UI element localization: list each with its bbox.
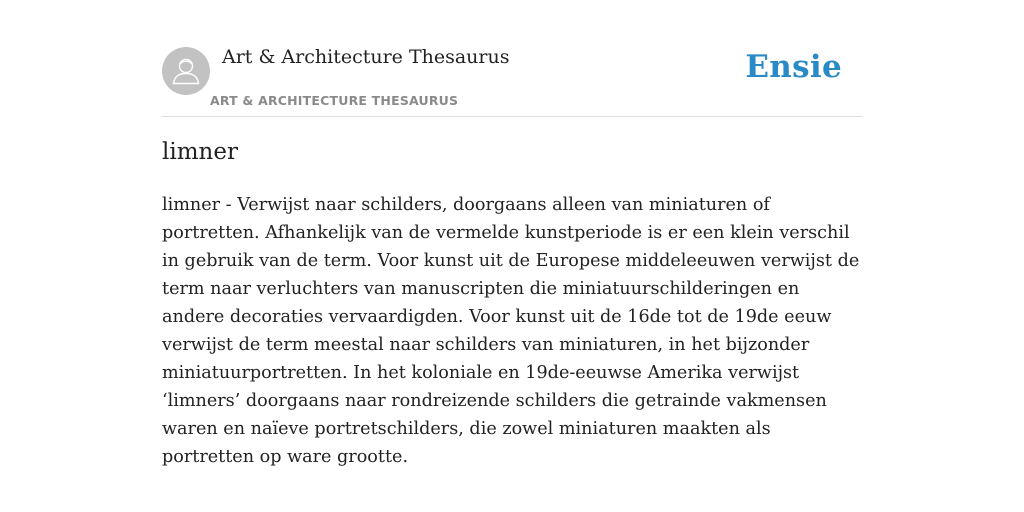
source-title[interactable]: Art & Architecture Thesaurus xyxy=(222,46,510,68)
source-subtitle[interactable]: ART & ARCHITECTURE THESAURUS xyxy=(210,93,459,108)
term-title: limner xyxy=(162,139,238,165)
source-header xyxy=(162,44,862,117)
term-definition: limner - Verwijst naar schilders, doorgaans alleen van miniaturen of portretten. Afhankelijk van de vermelde kunstperiode is er een klein verschil in gebruik van de term. Voor kunst uit de Europese middeleeuwen verwijst de term naar verluchters van manuscripten die miniatuurschilderingen en andere decoraties vervaardigden. Voor kunst uit de 16de tot de 19de eeuw verwijst de term meestal naar schilders van miniaturen, in het bijzonder miniatuurportretten. In het koloniale en 19de-eeuwse Amerika verwijst ‘limners’ doorgaans naar rondreizende schilders die getrainde vakmensen waren en naïeve portretschilders, die zowel miniaturen maakten als portretten op ware grootte. xyxy=(162,195,860,467)
ensie-logo[interactable]: Ensie xyxy=(745,49,842,85)
avatar[interactable] xyxy=(162,47,210,95)
user-icon xyxy=(162,47,210,95)
